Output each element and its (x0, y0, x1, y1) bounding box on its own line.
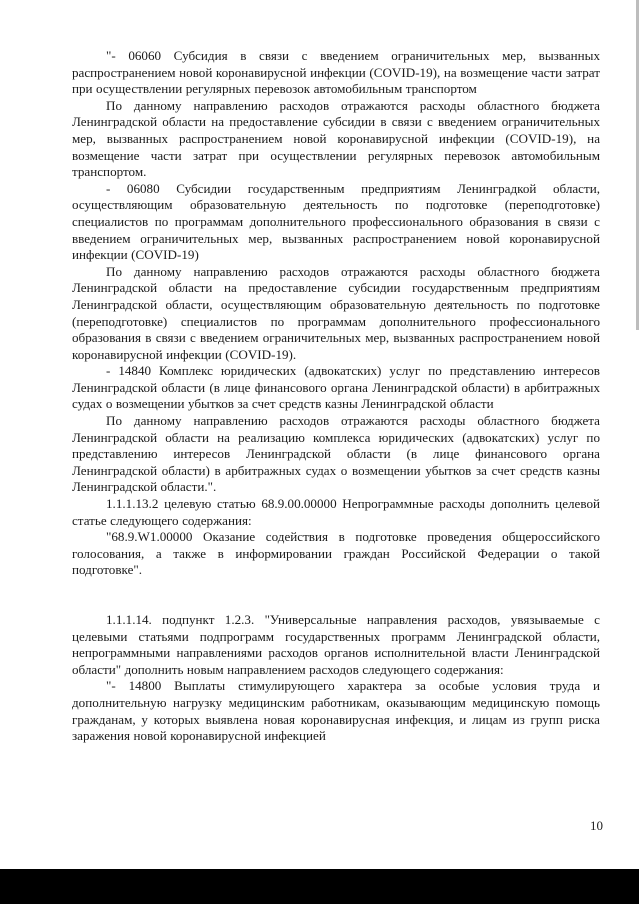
paragraph-14800-payments: "- 14800 Выплаты стимулирующего характера за особые условия труда и дополнительную нагрузку медицинским работникам, оказывающим медицинскую помощь гражданам, у которых выявлена новая коронавирусная инфекция, и лицам из групп риска заражения новой коронавирусной инфекцией (72, 678, 600, 744)
paragraph-68-9-w1: "68.9.W1.00000 Оказание содействия в подготовке проведения общероссийского голосования, а также в информировании граждан Российской Федерации о такой подготовке". (72, 529, 600, 578)
paragraph-06080-subsidy: - 06080 Субсидии государственным предприятиям Ленинградкой области, осуществляющим образовательную деятельность по подготовке (переподготовке) специалистов по программам дополнительного профессионального образования в связи с введением ограничительных мер, вызванных распространением новой коронавирусной инфекции (COVID-19) (72, 180, 600, 263)
page-number: 10 (590, 818, 603, 833)
paragraph-spacer (72, 579, 600, 612)
paragraph-06060-subsidy: "- 06060 Субсидия в связи с введением ограничительных мер, вызванных распространением новой коронавирусной инфекции (COVID-19), на возмещение части затрат при осуществлении регулярных перевозок автомобильным транспортом (72, 48, 600, 97)
document-body (72, 48, 600, 745)
paragraph-1-1-1-14: 1.1.1.14. подпункт 1.2.3. "Универсальные направления расходов, увязываемые с целевыми статьями подпрограмм государственных программ Ленинградской области, непрограммными направлениями расходов органов исполнительной власти Ленинградской области" дополнить новым направлением расходов следующего содержания: (72, 612, 600, 677)
scan-bottom-border (0, 869, 639, 904)
paragraph-14840-legal-services: - 14840 Комплекс юридических (адвокатских) услуг по представлению интересов Ленинградской области (в лице финансового органа Ленинградской области) в арбитражных судах о возмещении убытков за счет средств казны Ленинградской области (72, 363, 600, 412)
paragraph-1-1-1-13-2: 1.1.1.13.2 целевую статью 68.9.00.00000 Непрограммные расходы дополнить целевой статье следующего содержания: (72, 496, 600, 528)
paragraph-06060-description: По данному направлению расходов отражаются расходы областного бюджета Ленинградской области на предоставление субсидии в связи с введением ограничительных мер, вызванных распространением новой коронавирусной инфекции (COVID-19), на возмещение части затрат при осуществлении регулярных перевозок автомобильным транспортом. (72, 97, 600, 180)
paragraph-14840-description: По данному направлению расходов отражаются расходы областного бюджета Ленинградской области на реализацию комплекса юридических (адвокатских) услуг по представлению интересов Ленинградской области (в лице финансового органа Ленинградской области) в арбитражных судах о возмещении убытков за счет средств казны Ленинградской области.". (72, 413, 600, 495)
paragraph-06080-description: По данному направлению расходов отражаются расходы областного бюджета Ленинградской области на предоставление субсидии государственным предприятиям Ленинградской области, осуществляющим образовательную деятельность по подготовке (переподготовке) специалистов по программам дополнительного профессионального образования в связи с введением ограничительных мер, вызванных распространением новой коронавирусной инфекции (COVID-19). (72, 263, 600, 362)
